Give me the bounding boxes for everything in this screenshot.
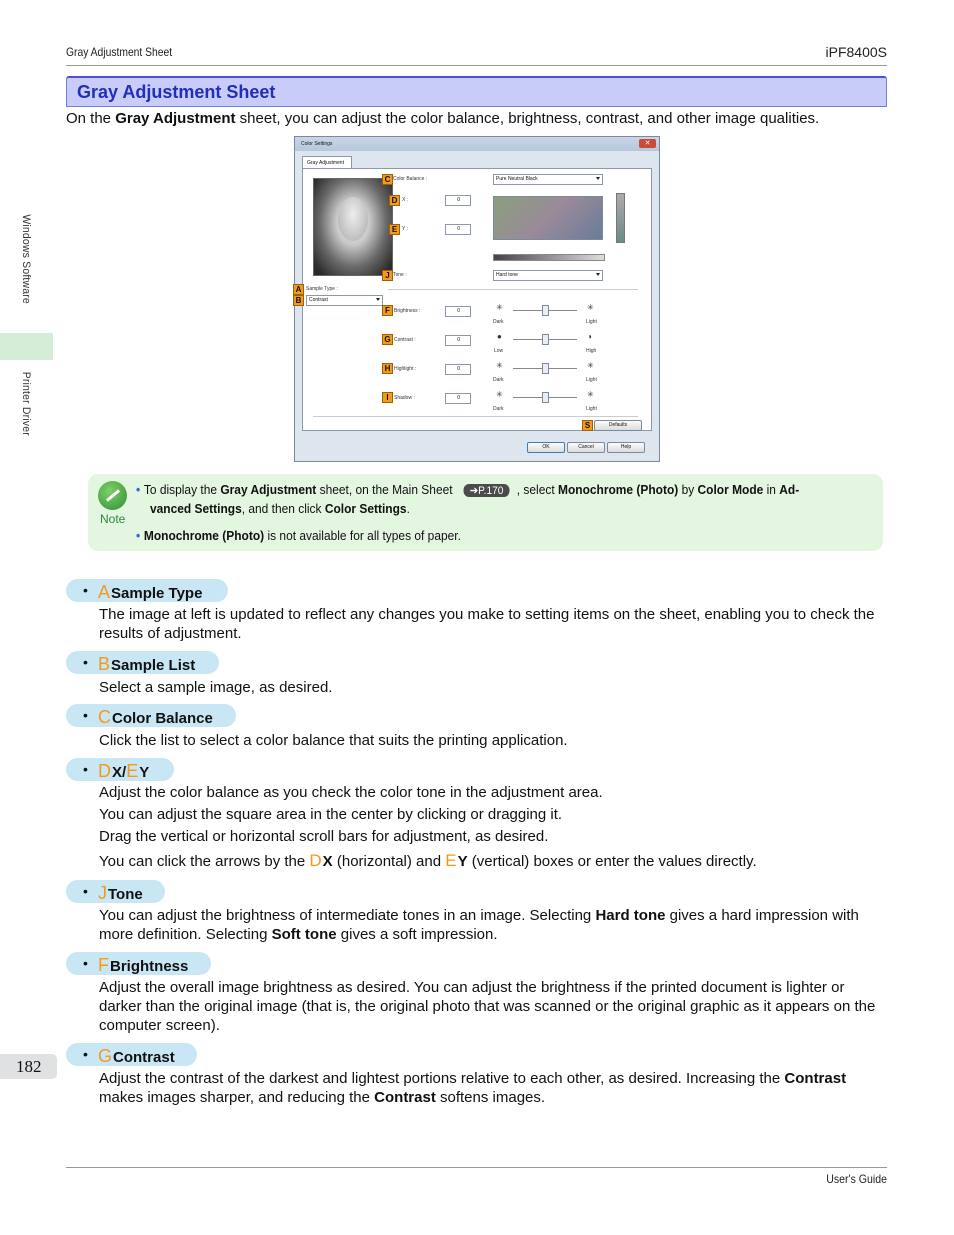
callout-e: E — [389, 224, 400, 235]
body-bold: X — [322, 853, 333, 870]
chevron-down-icon — [596, 273, 600, 276]
callout-letter: G — [98, 1046, 113, 1066]
heading-label: Color Balance — [112, 710, 213, 727]
dialog-title: Color Settings — [301, 141, 333, 147]
body-text: gives a hard impression with more definition. Selecting — [99, 907, 859, 943]
shadow-value: 0 — [457, 395, 460, 401]
callout-f: F — [382, 305, 393, 316]
side-label-printer-driver: Printer Driver — [20, 371, 32, 436]
intro-paragraph — [66, 110, 819, 127]
heading-label: X/ — [112, 764, 127, 781]
chevron-down-icon — [596, 177, 600, 180]
highlight-light-label: Light — [586, 377, 597, 383]
color-adjust-area[interactable] — [493, 196, 603, 240]
sample-type-label: Sample Type : — [306, 286, 338, 292]
bullet-icon: • — [136, 528, 141, 543]
note-bold: Color Mode — [697, 482, 764, 497]
callout-letter: J — [98, 883, 107, 903]
y-spinbox[interactable] — [445, 224, 471, 235]
contrast-low-icon: ● — [497, 332, 502, 341]
intro-bold: Gray Adjustment — [115, 110, 236, 127]
note-box — [88, 474, 883, 551]
ok-button[interactable]: OK — [527, 442, 565, 453]
bullet-icon: • — [136, 482, 141, 497]
contrast-high-label: High — [586, 348, 597, 354]
item-heading-color-balance — [66, 704, 236, 727]
horizontal-scrollbar[interactable] — [493, 254, 605, 261]
intro-text: On the — [66, 110, 116, 127]
item-heading-x-y — [66, 758, 174, 781]
body-bold: Soft tone — [271, 926, 337, 943]
side-tab-marker — [0, 333, 53, 360]
note-label: Note — [100, 512, 126, 526]
bullet-icon: • — [83, 582, 88, 598]
callout-j: J — [382, 270, 393, 281]
cancel-button[interactable]: Cancel — [567, 442, 605, 453]
shadow-light-icon: ✳ — [587, 390, 594, 399]
page-number-tab — [0, 1054, 57, 1079]
heading-text — [98, 761, 149, 782]
note-text: by — [678, 482, 698, 497]
bullet-icon: • — [83, 707, 88, 723]
body-bold: Contrast — [374, 1089, 436, 1106]
callout-i: I — [382, 392, 393, 403]
highlight-light-icon: ✳ — [587, 361, 594, 370]
note-bold: Ad- — [779, 482, 800, 497]
body-bold: Contrast — [784, 1070, 847, 1087]
body-text: You can click the arrows by the — [99, 853, 310, 870]
y-value: 0 — [457, 226, 460, 232]
footer-guide-name: User's Guide — [826, 1172, 887, 1186]
item-text-x-y-4 — [99, 851, 757, 871]
callout-letter: D — [98, 761, 111, 781]
shadow-spinbox[interactable] — [445, 393, 471, 404]
bullet-icon: • — [83, 883, 88, 899]
shadow-slider-thumb[interactable] — [542, 392, 549, 403]
separator — [313, 416, 638, 417]
color-balance-select[interactable] — [493, 174, 603, 185]
heading-text — [98, 1046, 175, 1067]
contrast-low-label: Low — [494, 348, 504, 354]
item-text-sample-type: The image at left is updated to reflect any changes you make to setting items on the sheet, enabling you to check the results of adjustment. — [99, 606, 875, 642]
contrast-label: Contrast : — [394, 337, 416, 343]
shadow-label: Shadow : — [394, 395, 415, 401]
contrast-spinbox[interactable] — [445, 335, 471, 346]
heading-text — [98, 707, 213, 728]
callout-letter: C — [98, 707, 111, 727]
page-ref-link[interactable]: ➔P.170 — [463, 484, 510, 497]
bullet-icon: • — [83, 654, 88, 670]
color-balance-value: Pure Neutral Black — [496, 176, 538, 182]
side-label-windows-software: Windows Software — [20, 214, 32, 304]
note-item-1 — [136, 482, 799, 497]
callout-b: B — [293, 295, 304, 306]
tone-value: Hard tone — [496, 272, 518, 278]
x-value: 0 — [457, 197, 460, 203]
color-settings-dialog — [294, 136, 660, 462]
note-text: sheet, on the Main Sheet — [316, 482, 456, 497]
page-title: Gray Adjustment Sheet — [77, 82, 276, 102]
body-bold: Y — [457, 853, 468, 870]
callout-letter: F — [98, 955, 109, 975]
heading-text — [98, 582, 202, 603]
body-text: You can adjust the brightness of intermediate tones in an image. Selecting — [99, 907, 596, 924]
heading-text — [98, 654, 195, 675]
item-heading-contrast — [66, 1043, 197, 1066]
header-rule — [66, 65, 887, 66]
heading-label: Sample Type — [111, 585, 203, 602]
brightness-spinbox[interactable] — [445, 306, 471, 317]
highlight-label: Highlight : — [394, 366, 417, 372]
note-bold: Gray Adjustment — [220, 482, 317, 497]
heading-label: Sample List — [111, 657, 196, 674]
shadow-light-label: Light — [586, 406, 597, 412]
item-text-brightness: Adjust the overall image brightness as desired. You can adjust the brightness if the printed document is lighter or darker than the original image (that is, the original photo that was scanned or the original graphic as it appears on the computer screen). — [99, 979, 876, 1034]
chevron-down-icon — [376, 298, 380, 301]
y-label: Y : — [402, 226, 409, 232]
contrast-slider-thumb[interactable] — [542, 334, 549, 345]
brightness-dark-label: Dark — [493, 319, 504, 325]
callout-letter: B — [98, 654, 111, 674]
brightness-value: 0 — [457, 308, 460, 314]
note-pencil-icon — [98, 481, 127, 510]
callout-letter: E — [445, 851, 457, 870]
item-heading-tone — [66, 880, 165, 903]
note-text: , and then click — [241, 501, 325, 516]
body-text: makes images sharper, and reducing the — [99, 1089, 375, 1106]
note-text: in — [763, 482, 780, 497]
note-bold: Monochrome (Photo) — [143, 528, 265, 543]
brightness-label: Brightness : — [394, 308, 421, 314]
contrast-value: 0 — [457, 337, 460, 343]
callout-h: H — [382, 363, 393, 374]
note-bold: Color Settings — [324, 501, 407, 516]
sample-list-select[interactable] — [306, 295, 383, 306]
x-spinbox[interactable] — [445, 195, 471, 206]
note-text: . — [406, 501, 410, 516]
item-heading-sample-type — [66, 579, 228, 602]
bullet-icon: • — [83, 955, 88, 971]
item-text-sample-list: Select a sample image, as desired. — [99, 679, 333, 696]
body-text: (vertical) boxes or enter the values directly. — [467, 853, 757, 870]
note-text: is not available for all types of paper. — [264, 528, 461, 543]
note-bold: vanced Settings — [150, 501, 242, 516]
heading-label: Brightness — [110, 958, 189, 975]
section-title-bar — [66, 76, 887, 107]
callout-a: A — [293, 284, 304, 295]
tab-label: Gray Adjustment — [307, 160, 344, 166]
item-text-contrast — [99, 1069, 885, 1107]
contrast-high-icon: ◑ — [587, 332, 592, 341]
intro-text-end: sheet, you can adjust the color balance, brightness, contrast, and other image qualities. — [235, 110, 820, 127]
shadow-dark-label: Dark — [493, 406, 504, 412]
running-header-section: Gray Adjustment Sheet — [66, 45, 173, 59]
tone-select[interactable] — [493, 270, 603, 281]
heading-label: Contrast — [113, 1049, 175, 1066]
tone-label: Tone : — [393, 272, 407, 278]
highlight-dark-icon: ✳ — [496, 361, 503, 370]
footer-rule — [66, 1167, 887, 1168]
gray-adjustment-panel — [295, 168, 652, 431]
sun-bright-icon: ✳ — [587, 303, 594, 312]
x-label: X : — [402, 197, 409, 203]
callout-letter: D — [309, 851, 322, 870]
running-header-model: iPF8400S — [825, 44, 887, 60]
callout-c: C — [382, 174, 393, 185]
bullet-icon: • — [83, 761, 88, 777]
heading-text — [98, 883, 143, 904]
item-text-tone — [99, 906, 885, 944]
body-text: Adjust the contrast of the darkest and lightest portions relative to each other, as desired. Increasing the — [99, 1070, 785, 1087]
heading-label: Tone — [108, 886, 143, 903]
shadow-dark-icon: ✳ — [496, 390, 503, 399]
highlight-spinbox[interactable] — [445, 364, 471, 375]
item-text-x-y-2: You can adjust the square area in the center by clicking or dragging it. — [99, 806, 563, 823]
color-balance-label: Color Balance : — [393, 176, 428, 182]
help-button[interactable]: Help — [607, 442, 645, 453]
close-icon[interactable]: ✕ — [639, 139, 656, 148]
sample-list-value: Contrast — [309, 297, 328, 303]
bullet-icon: • — [83, 1046, 88, 1062]
item-text-x-y-3: Drag the vertical or horizontal scroll bars for adjustment, as desired. — [99, 828, 549, 845]
callout-letter: A — [98, 582, 111, 602]
heading-text — [98, 955, 188, 976]
sample-image — [313, 178, 393, 276]
item-heading-brightness — [66, 952, 211, 975]
brightness-slider-thumb[interactable] — [542, 305, 549, 316]
callout-s: S — [582, 420, 593, 431]
highlight-value: 0 — [457, 366, 460, 372]
highlight-dark-label: Dark — [493, 377, 504, 383]
body-text: gives a soft impression. — [336, 926, 498, 943]
callout-g: G — [382, 334, 393, 345]
note-bold: Monochrome (Photo) — [557, 482, 679, 497]
page-number: 182 — [16, 1057, 42, 1076]
note-item-1-cont — [150, 501, 410, 516]
separator — [388, 289, 638, 290]
defaults-button[interactable]: Defaults — [594, 420, 642, 431]
item-heading-sample-list — [66, 651, 219, 674]
brightness-light-label: Light — [586, 319, 597, 325]
highlight-slider-thumb[interactable] — [542, 363, 549, 374]
callout-d: D — [389, 195, 400, 206]
note-text: To display the — [143, 482, 221, 497]
sample-face — [338, 197, 368, 241]
item-text-color-balance: Click the list to select a color balance that suits the printing application. — [99, 732, 568, 749]
note-text: , select — [513, 482, 558, 497]
vertical-scrollbar[interactable] — [616, 193, 625, 243]
heading-label: Y — [139, 764, 150, 781]
dialog-titlebar — [295, 137, 659, 151]
item-text-x-y-1: Adjust the color balance as you check the color tone in the adjustment area. — [99, 784, 603, 801]
body-text: softens images. — [435, 1089, 546, 1106]
callout-letter: E — [126, 761, 139, 781]
body-bold: Hard tone — [595, 907, 666, 924]
note-item-2 — [136, 528, 461, 543]
sun-dim-icon: ✳ — [496, 303, 503, 312]
body-text: (horizontal) and — [332, 853, 446, 870]
